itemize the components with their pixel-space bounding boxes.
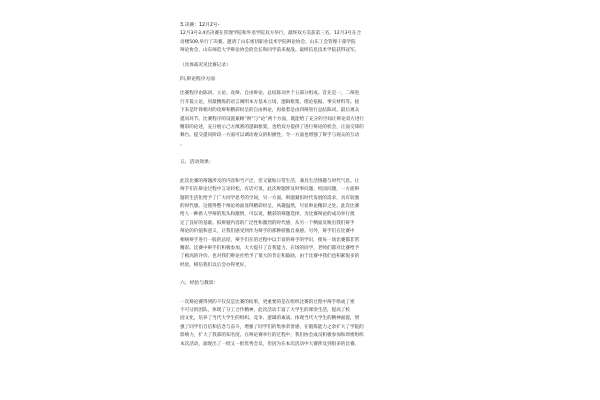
paragraph-line: 12月3号3.4名决赛在管理学院和外语学院双方举行，最终双方美获第三名。12月3号在合: [180, 31, 362, 37]
program-paragraph: [180, 90, 442, 149]
paragraph-line: 题的生活化给予了广大同学思考的空间，另一方面，辩题紧扣时代发展的需求，具有较强: [180, 195, 360, 201]
lessons-paragraph: [180, 299, 442, 349]
paragraph-line: 了极高的评价。也对我们辩论社给予了很大的肯定和鼓励，由于比赛中我们也积累很多的: [180, 254, 360, 260]
paragraph-line: 下来是针锋相对的攻辩和精彩纷呈的自由辩论，再接着是由四辩进行总结陈词。最后观众: [180, 108, 360, 114]
paragraph-line: 舞台。提交提问阶段一方面可以调动观众的积极性，令一方面也增强了辩手与观众的互动: [180, 133, 360, 139]
paragraph-line: 的时代感。这使得整个辩论场面显得精彩纷呈，风趣盎然，尽显辩论精彩之处。此次比赛: [180, 203, 360, 209]
paragraph-line: 定了良好的基础。拟辩题内容的广泛性和激烈的时代感，从另一个侧面反映出我们辩手: [180, 220, 355, 226]
paragraph-line: 一次辩论赛得到的不仅仅是比赛的结果，更重要的是在组织比赛的过程中辩手组成了密: [180, 299, 355, 305]
paragraph-line: 辩手们在辩论过程中言论轻松、有话可说。此次辩题涉及时事问题、校园问题，一方面辩: [180, 187, 360, 193]
section5-title: 五、活动效果：: [180, 160, 214, 166]
paragraph-line: 此次比赛的辩题涉及的内容和当产泛，但又紧贴日常生活，兼具生活情趣与时代气息。让: [180, 178, 360, 184]
paragraph-line: 辩论协会、山东师范大学辩论协会的会长和同学前来观战。最终信息技术学院获得冠军。: [180, 48, 360, 54]
paragraph-line: 相统辩手进行一般的总结，辩手们在的过程中以丰富的辩手的学识，使每一场比赛都非常: [180, 237, 360, 243]
paragraph-line: 比赛程序由陈词、立论、攻辩、自由辩论、总结陈词共个五部分组成。首先是一，二辩进: [180, 91, 360, 97]
final-paragraph: [180, 30, 442, 55]
section6-title: 六、经验与教训：: [180, 281, 219, 287]
paragraph-line: 精彩的论述，充分展示己方缜密的逻辑框架，也给双方提供了进行辩论的机会，正面交锋的: [180, 125, 364, 131]
effect-paragraph: [180, 178, 442, 270]
paragraph-line: 。: [180, 141, 185, 147]
paragraph-line: 行开篇立论，用最精炼的语言阐明本方基本立场、逻辑框架、理论依据、事实材料等。接: [180, 99, 360, 105]
paragraph-line: 影响力，扩大了我部的知名度。在辩论赛举行的过程中，我们协会成员积极参加和周密组织: [180, 333, 364, 339]
paragraph-line: 辩论的价值和意义，让我们感受到作为辩手的那种骄傲自豪感。另外，辩手们在比赛中: [180, 229, 355, 235]
paragraph-line: 经验，相信我们以后会办得更好。: [180, 262, 249, 268]
paragraph-line: 强了同学们自信和信念与奋斗，增强了同学们的集体荣誉感，在锻炼能力之余扩大了学院的: [180, 324, 364, 330]
paragraph-line: 园文化，培养了当代大学生的组织、竞争、逻辑的素质。体现当代大学生的精神面貌，增: [180, 316, 360, 322]
record-note: （具体战况见比赛记录）: [180, 62, 231, 68]
paragraph-line: 本次活动，涌现出了一批又一批优秀会员，但因为在本次活动中大赛涉及到很多的比赛。: [180, 341, 360, 347]
document-body: [180, 22, 442, 349]
paragraph-line: 提问环节。比赛程序的设置兼顾“辩”与“论”两个方面，既能给了充分的空间让辩论双方进行: [180, 116, 365, 122]
paragraph-line: 给人一种新人学辩的焦头和激情，可以说，精彩的辩题选择，为比赛辩论的成功举行奠: [180, 212, 355, 218]
section3-title: 3.决赛：12月2号-: [180, 23, 220, 28]
paragraph-line: 语楼509,举行了决赛。邀请了山东密切职业技术学院辩论协会、山东工会管理干部学院: [180, 39, 356, 45]
paragraph-line: 精彩。比赛中辩手们积极参加，大大提升了自我能力，在场的同学，老师们都对比赛给予: [180, 245, 360, 251]
paragraph-line: 不可分的团队，体现了分工合作精神，此次活动丰富了大学生的课余生活，提高了校: [180, 307, 350, 313]
section4-title: 四,辩论程序方面: [180, 77, 216, 83]
